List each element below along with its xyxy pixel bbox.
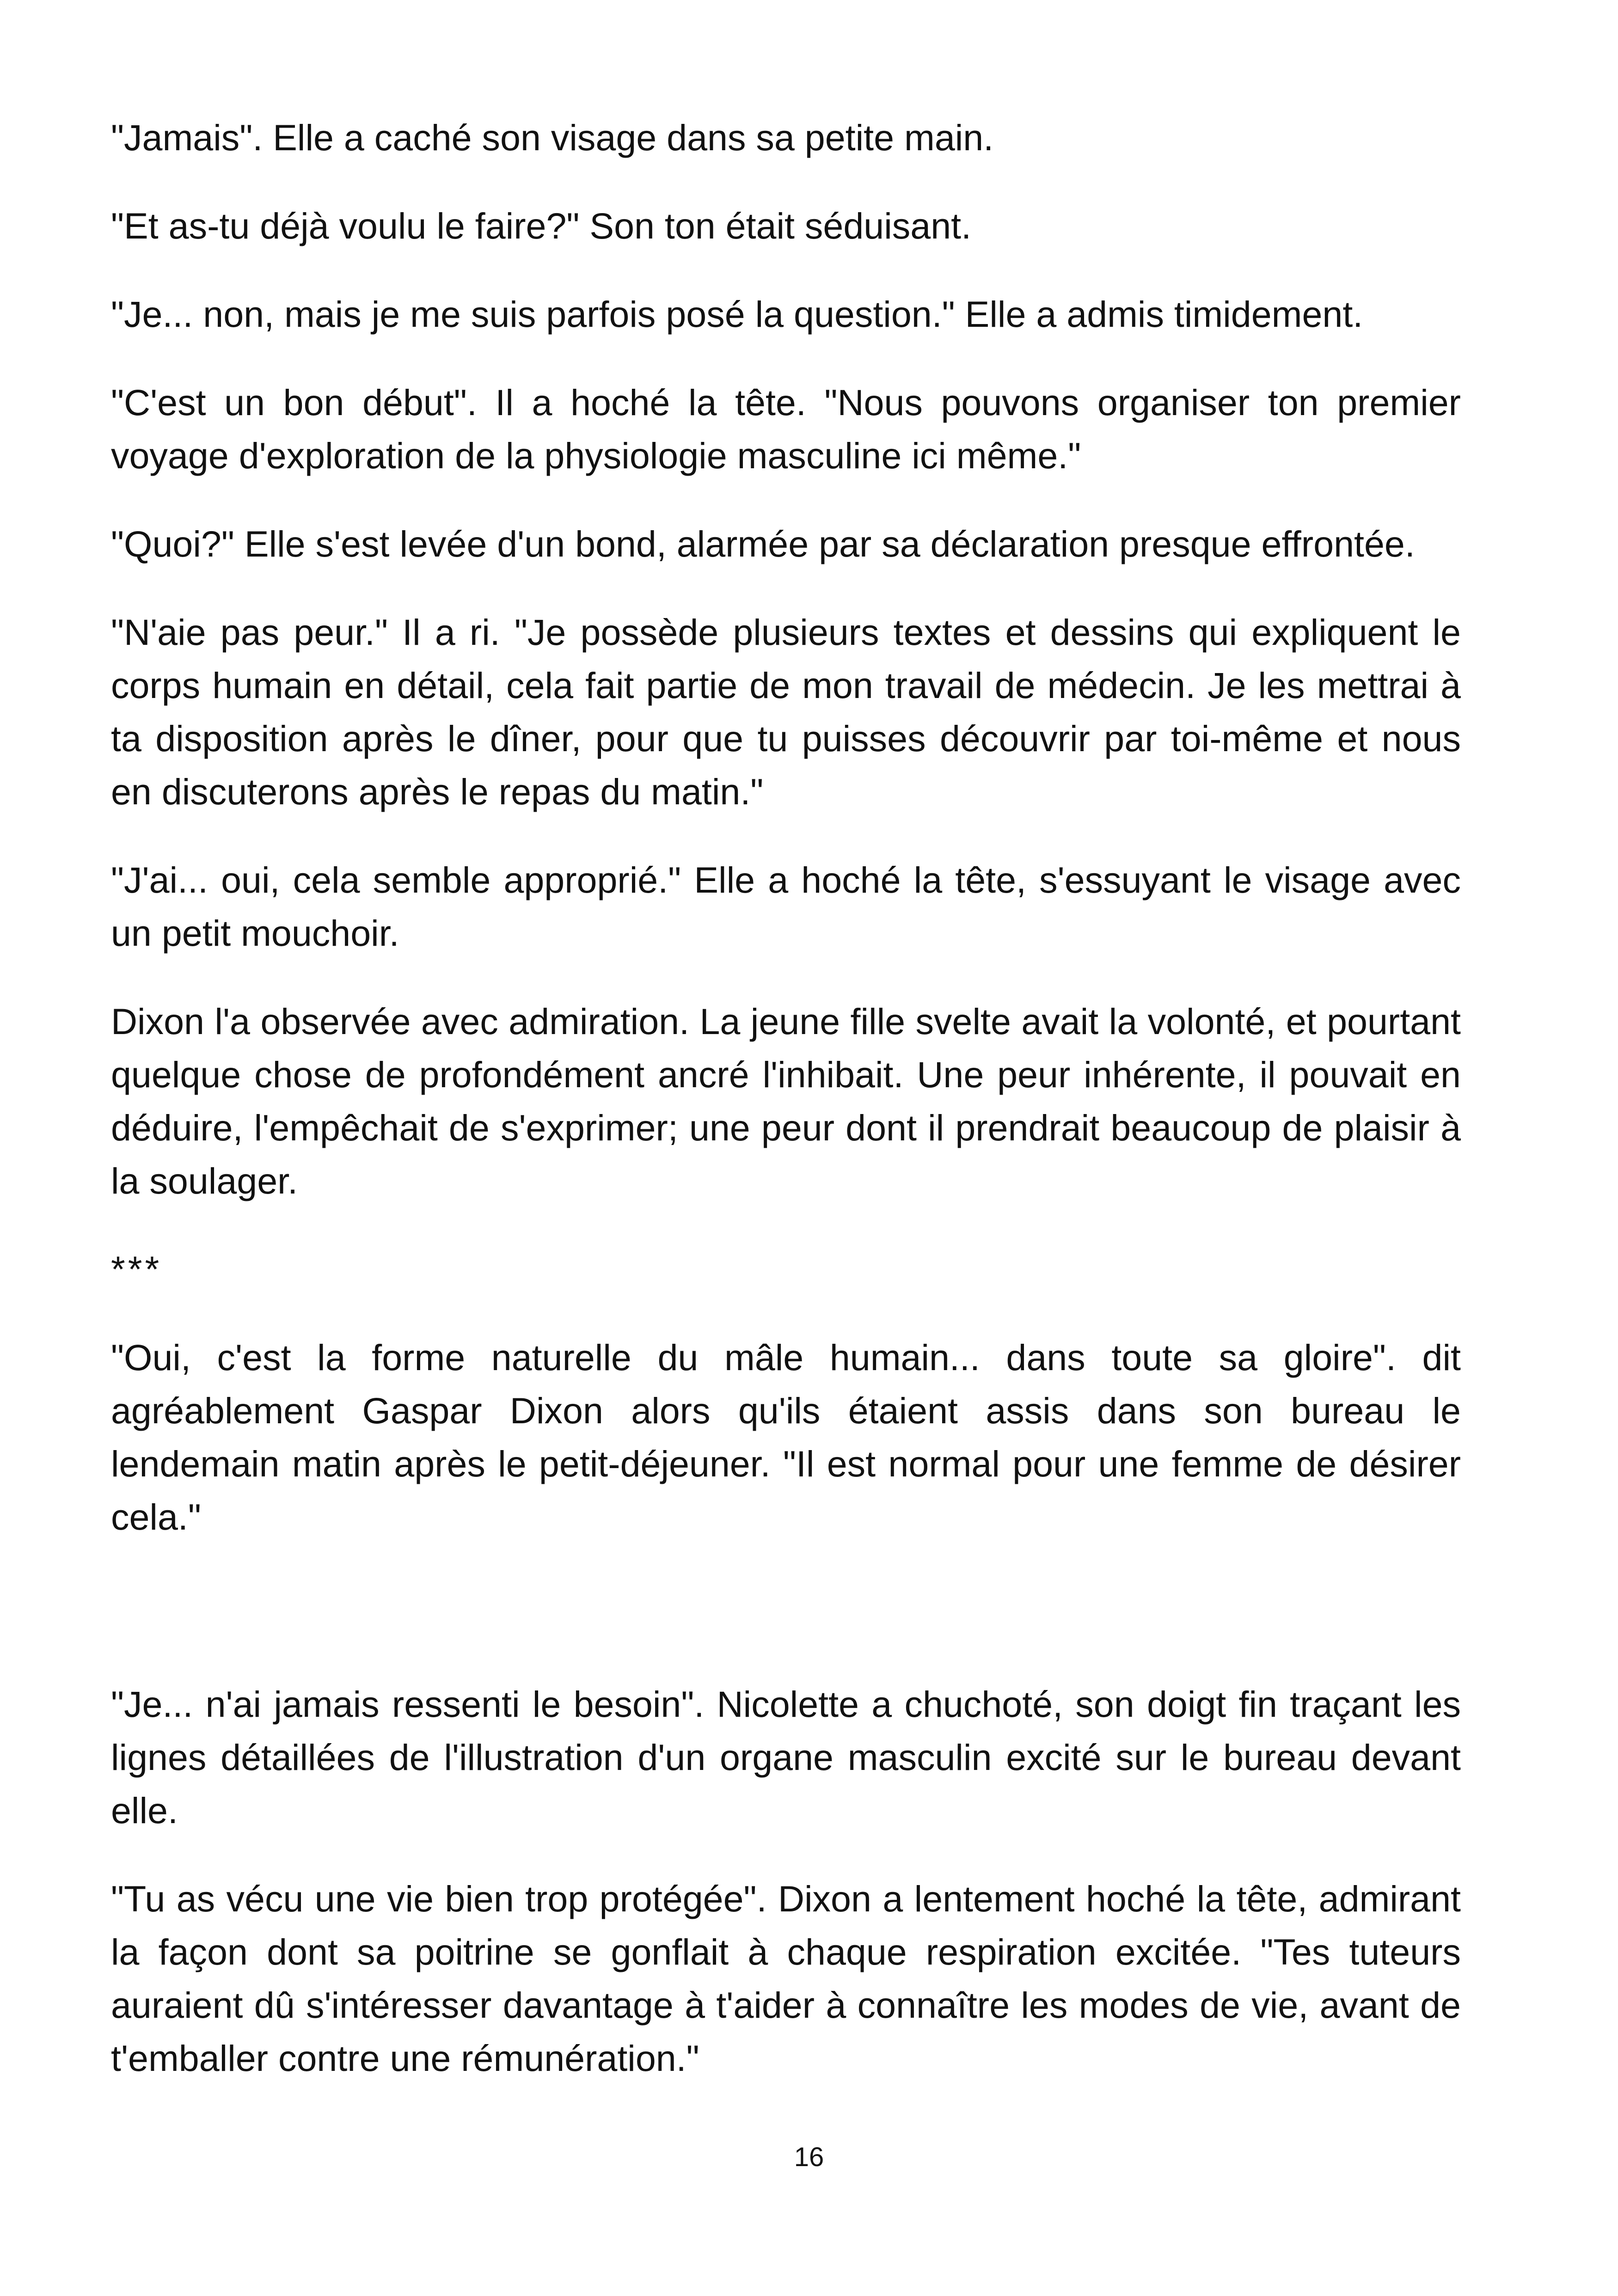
paragraph: "Quoi?" Elle s'est levée d'un bond, alarmée par sa déclaration presque effrontée. <box>111 523 1415 564</box>
paragraph: "Jamais". Elle a caché son visage dans sa petite main. <box>111 117 994 158</box>
paragraph: "Je... n'ai jamais ressenti le besoin". Nicolette a chuchoté, son doigt fin traçant les lignes détaillées de l'illustration d'un organe masculin excité sur le bureau devant elle. <box>111 1684 1461 1831</box>
paragraph: "Et as-tu déjà voulu le faire?" Son ton était séduisant. <box>111 205 972 246</box>
section-separator: *** <box>111 1249 162 1290</box>
paragraph: Dixon l'a observée avec admiration. La jeune fille svelte avait la volonté, et pourtant quelque chose de profondément ancré l'inhibait. Une peur inhérente, il pouvait en déduire, l'empêchait de s'exprimer; une peur dont il prendrait beaucoup de plaisir à la soulager. <box>111 1001 1461 1201</box>
paragraph: "Je... non, mais je me suis parfois posé la question." Elle a admis timidement. <box>111 294 1363 335</box>
page-body <box>111 111 1461 2120</box>
paragraph: "N'aie pas peur." Il a ri. "Je possède plusieurs textes et dessins qui expliquent le corps humain en détail, cela fait partie de mon travail de médecin. Je les mettrai à ta disposition après le dîner, pour que tu puisses découvrir par toi-même et nous en discuterons après le repas du matin." <box>111 612 1461 812</box>
paragraph: "Oui, c'est la forme naturelle du mâle humain... dans toute sa gloire". dit agréablement Gaspar Dixon alors qu'ils étaient assis dans son bureau le lendemain matin après le petit-déjeuner. "Il est normal pour une femme de désirer cela." <box>111 1337 1461 1537</box>
page-number: 16 <box>794 2142 824 2172</box>
paragraph: "J'ai... oui, cela semble approprié." Elle a hoché la tête, s'essuyant le visage avec un petit mouchoir. <box>111 859 1461 954</box>
paragraph: "C'est un bon début". Il a hoché la tête. "Nous pouvons organiser ton premier voyage d'exploration de la physiologie masculine ici même." <box>111 382 1461 476</box>
paragraph: "Tu as vécu une vie bien trop protégée". Dixon a lentement hoché la tête, admirant la façon dont sa poitrine se gonflait à chaque respiration excitée. "Tes tuteurs auraient dû s'intéresser davantage à t'aider à connaître les modes de vie, avant de t'emballer contre une rémunération." <box>111 1878 1461 2079</box>
